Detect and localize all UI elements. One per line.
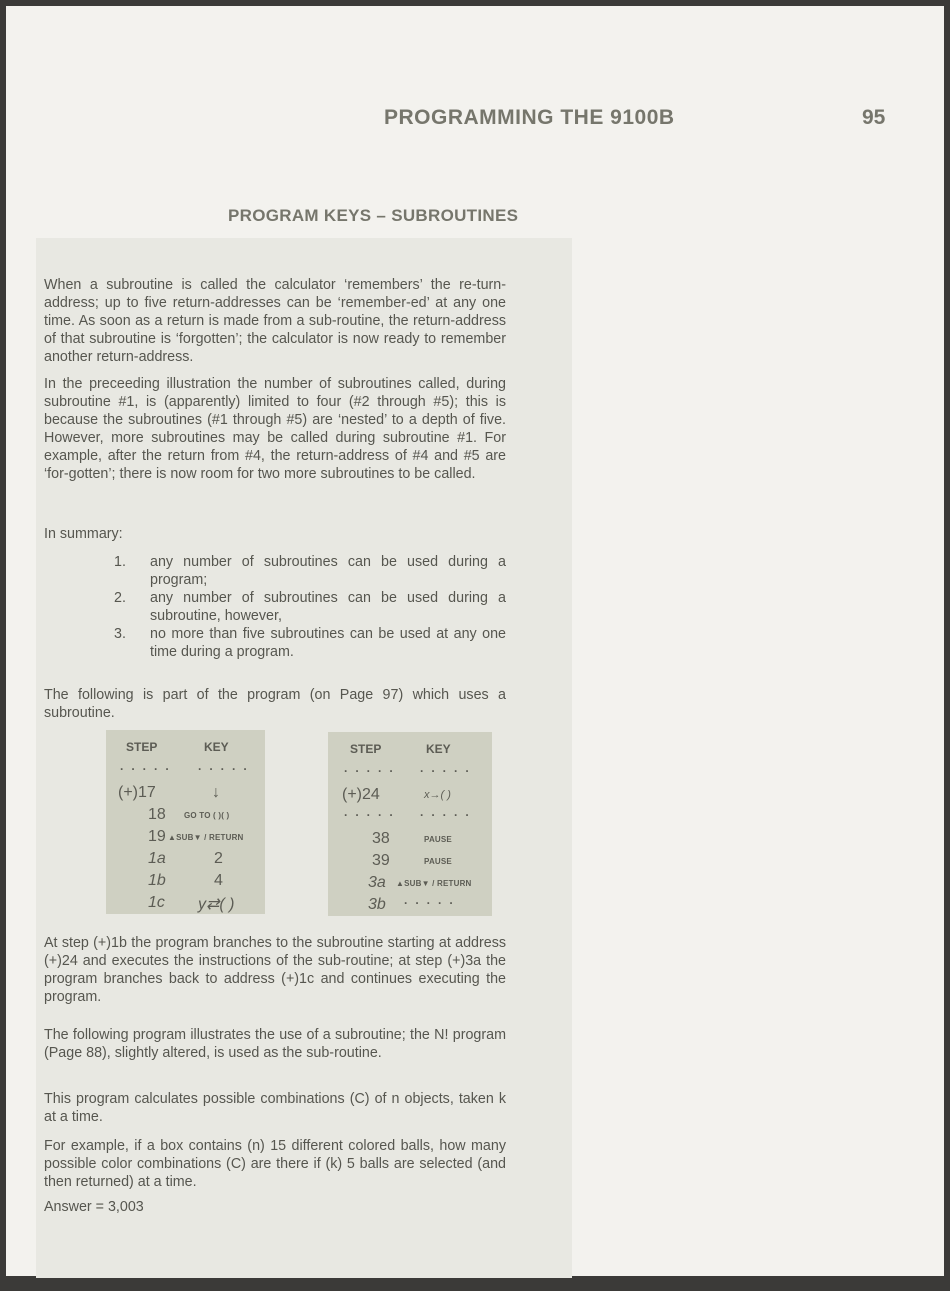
table-row — [328, 874, 492, 896]
paragraph-combinations: This program calculates possible combinations (C) of n objects, taken k at a time. — [44, 1091, 506, 1125]
key-cell: x→( ) — [424, 789, 451, 801]
list-item — [114, 625, 506, 661]
key-cell: 4 — [214, 872, 223, 889]
table-row — [328, 808, 492, 830]
summary-list — [114, 553, 506, 661]
step-cell: 1a — [148, 850, 166, 867]
key-cell: y⇄( ) — [198, 896, 235, 913]
step-column-header: STEP — [350, 742, 382, 756]
key-cell: ▲SUB▼ / RETURN — [396, 879, 472, 888]
step-cell: 1c — [148, 894, 165, 911]
table-row — [106, 806, 265, 828]
paragraph-nfactorial-subroutine: The following program illustrates the use of a subroutine; the N! program (Page 88), slightly altered, is used as the sub-routine. — [44, 1027, 506, 1061]
step-cell: · · · · · — [120, 762, 172, 776]
table-row — [106, 784, 265, 806]
program-table-subroutine — [328, 732, 492, 916]
program-table-main — [106, 730, 265, 914]
paragraph-program-intro: The following is part of the program (on Page 97) which uses a subroutine. — [44, 687, 506, 721]
key-cell: GO TO ( )( ) — [184, 811, 230, 820]
list-item — [114, 553, 506, 589]
paragraph-nesting: In the preceeding illustration the number of subroutines called, during subroutine #1, is (apparently) limited to four (#2 through #5); this is because the subroutines (#1 through #5) are ‘nested’ to a depth of five. However, more subroutines may be called during subroutine #1. For example, after the return from #4, the return-address of #4 and #5 are ‘for-gotten’; there is now room for two more subroutines to be called. — [44, 376, 506, 482]
key-cell: ▲SUB▼ / RETURN — [168, 833, 244, 842]
key-column-header: KEY — [204, 740, 229, 754]
step-cell: 39 — [372, 852, 390, 869]
step-cell: (+)24 — [342, 786, 380, 803]
key-cell: PAUSE — [424, 835, 452, 844]
key-column-header: KEY — [426, 742, 451, 756]
key-cell: 2 — [214, 850, 223, 867]
paragraph-return-address: When a subroutine is called the calculator ‘remembers’ the re-turn-address; up to five return-addresses can be ‘remember-ed’ at any one time. As soon as a return is made from a sub-routine, the return-address of that subroutine is ‘forgotten’; the calculator is now ready to remember another return-address. — [44, 277, 506, 365]
key-cell: PAUSE — [424, 857, 452, 866]
table-row — [106, 828, 265, 850]
table-row — [328, 764, 492, 786]
key-cell: · · · · · — [420, 808, 472, 822]
running-header: PROGRAMMING THE 9100B — [384, 106, 675, 129]
book-page — [6, 6, 944, 1276]
paragraph-summary-intro: In summary: — [44, 526, 123, 542]
answer-line: Answer = 3,003 — [44, 1199, 144, 1215]
list-item-text: no more than five subroutines can be used at any one time during a program. — [150, 626, 506, 660]
step-cell: 19 — [148, 828, 166, 845]
step-cell: · · · · · — [344, 764, 396, 778]
key-cell: · · · · · — [404, 896, 456, 910]
list-item-number: 2. — [114, 590, 126, 606]
down-arrow-icon: ↓ — [212, 784, 220, 801]
page-number: 95 — [862, 106, 886, 129]
paragraph-branch-explanation: At step (+)1b the program branches to the subroutine starting at address (+)24 and executes the instructions of the sub-routine; at step (+)3a the program branches back to address (+)1c and continues executing the program. — [44, 935, 506, 1005]
list-item-number: 3. — [114, 626, 126, 642]
step-cell: (+)17 — [118, 784, 156, 801]
list-item-text: any number of subroutines can be used during a program; — [150, 554, 506, 588]
table-row — [106, 872, 265, 894]
step-cell: · · · · · — [344, 808, 396, 822]
step-cell: 1b — [148, 872, 166, 889]
list-item — [114, 589, 506, 625]
list-item-text: any number of subroutines can be used during a subroutine, however, — [150, 590, 506, 624]
step-cell: 3a — [368, 874, 386, 891]
step-cell: 3b — [368, 896, 386, 913]
step-column-header: STEP — [126, 740, 158, 754]
table-row — [106, 850, 265, 872]
section-title: PROGRAM KEYS – SUBROUTINES — [228, 206, 519, 225]
step-cell: 18 — [148, 806, 166, 823]
table-row — [328, 896, 492, 918]
table-row — [328, 830, 492, 852]
paragraph-example: For example, if a box contains (n) 15 different colored balls, how many possible color combinations (C) are there if (k) 5 balls are selected (and then returned) at a time. — [44, 1138, 506, 1190]
table-row — [328, 786, 492, 808]
table-row — [106, 762, 265, 784]
step-cell: 38 — [372, 830, 390, 847]
table-row — [106, 894, 265, 916]
list-item-number: 1. — [114, 554, 126, 570]
table-row — [328, 852, 492, 874]
key-cell: · · · · · — [420, 764, 472, 778]
key-cell: · · · · · — [198, 762, 250, 776]
